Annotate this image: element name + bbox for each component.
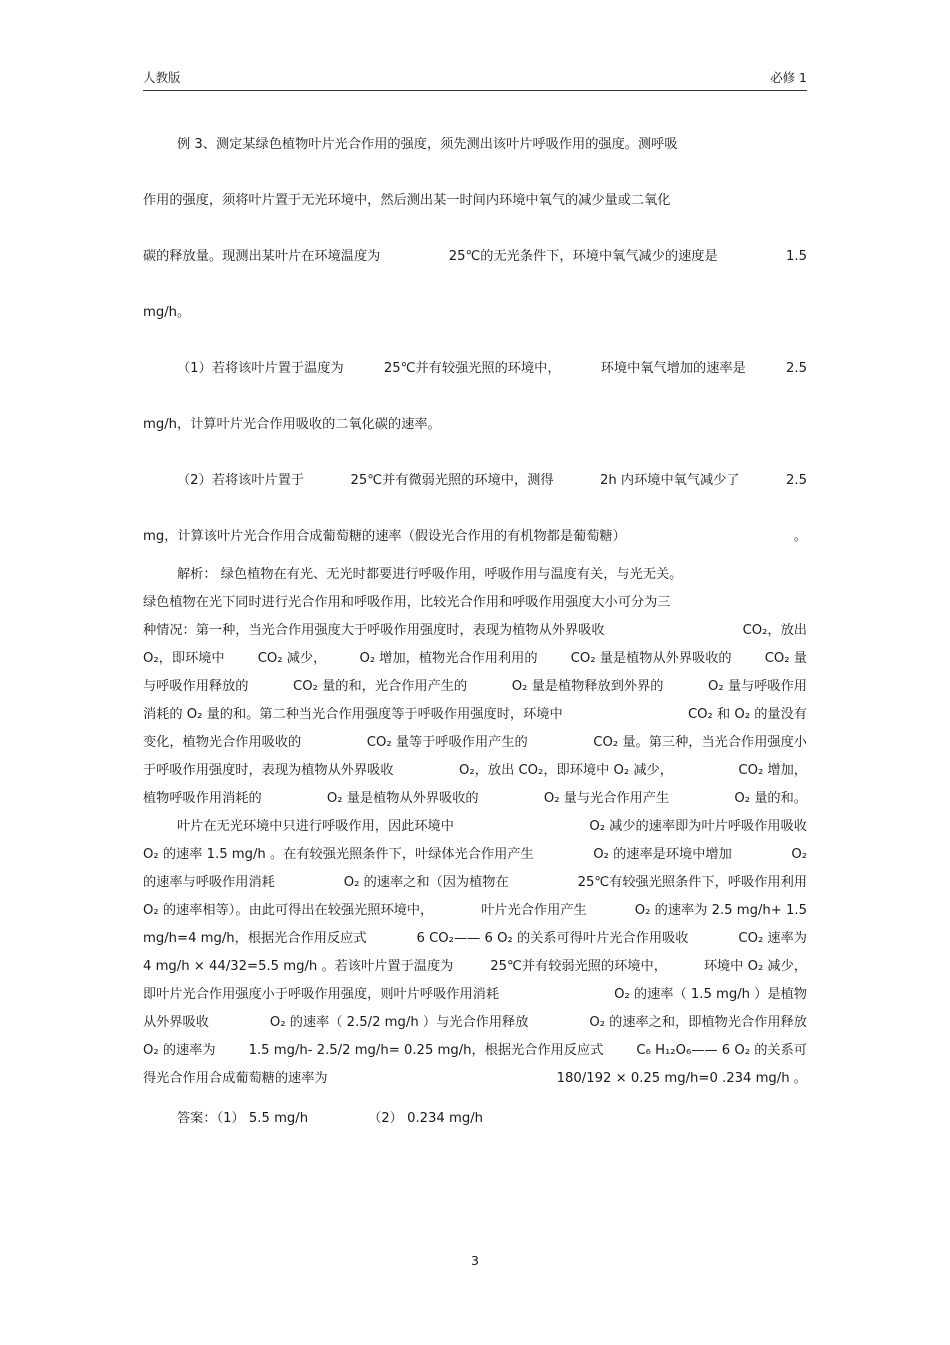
analysis-line	[143, 874, 807, 892]
analysis-line-segment-3: O₂ 的速率为 2.5 mg/h+ 1.5	[634, 903, 807, 918]
analysis-line-segment-1: 的速率与呼吸作用消耗	[143, 875, 275, 890]
analysis-line-segment-1: 解析： 绿色植物在有光、无光时都要进行呼吸作用，呼吸作用与温度有关，与光无关。	[177, 567, 683, 582]
problem-stem-line	[143, 192, 807, 210]
analysis-line-segment-1: O₂，即环境中	[143, 651, 225, 666]
page-number: 3	[471, 1253, 479, 1268]
question-2-line-segment-2: 。	[793, 529, 807, 544]
analysis-line	[143, 986, 807, 1004]
header-volume: 必修 1	[770, 70, 807, 85]
problem-stem-line-segment-1: mg/h。	[143, 305, 191, 320]
problem-stem-line-segment-1: 碳的释放量。现测出某叶片在环境温度为	[143, 249, 381, 264]
problem-stem-line-segment-2: 25℃的无光条件下，环境中氧气减少的速度是	[448, 249, 718, 264]
question-1-line-segment-3: 环境中氧气增加的速率是	[600, 361, 746, 376]
analysis-line-segment-1: 绿色植物在光下同时进行光合作用和呼吸作用，比较光合作用和呼吸作用强度大小可分为三	[143, 595, 671, 610]
question-2-line-segment-3: 2h 内环境中氧气减少了	[599, 473, 740, 488]
analysis-line	[143, 1070, 807, 1088]
analysis-line-segment-1: 于呼吸作用强度时，表现为植物从外界吸收	[143, 763, 394, 778]
question-2-line-segment-2: 25℃并有微弱光照的环境中，测得	[350, 473, 554, 488]
analysis-line-segment-2: O₂，放出 CO₂，即环境中 O₂ 减少，	[459, 763, 673, 778]
analysis-line-segment-1: mg/h=4 mg/h，根据光合作用反应式	[143, 931, 367, 946]
problem-stem-line	[143, 248, 807, 266]
analysis-line	[143, 1042, 807, 1060]
analysis-line-segment-2: 1.5 mg/h- 2.5/2 mg/h= 0.25 mg/h，根据光合作用反应式	[248, 1043, 604, 1058]
analysis-line-segment-3: O₂ 的速率之和，即植物光合作用释放	[589, 1015, 807, 1030]
analysis-line-segment-2: 25℃并有较弱光照的环境中，	[490, 959, 667, 974]
analysis-line	[143, 678, 807, 696]
analysis-line-segment-2: O₂ 量是植物从外界吸收的	[326, 791, 479, 806]
analysis-line-segment-3: 25℃有较强光照条件下，呼吸作用利用	[577, 875, 807, 890]
analysis-line-segment-3: CO₂ 增加，	[738, 763, 807, 778]
analysis-line-segment-4: O₂ 量的和。	[734, 791, 807, 806]
answer-line-segment-1: 答案：（1） 5.5 mg/h	[177, 1111, 309, 1126]
analysis-line	[143, 622, 807, 640]
analysis-line-segment-3: O₂ 量是植物释放到外界的	[511, 679, 664, 694]
question-2-line	[143, 528, 807, 546]
analysis-line	[143, 902, 807, 920]
analysis-line-segment-1: O₂ 的速率为	[143, 1043, 216, 1058]
analysis-line-segment-1: 叶片在无光环境中只进行呼吸作用，因此环境中	[177, 819, 454, 834]
analysis-line-segment-1: 即叶片光合作用强度小于呼吸作用强度，则叶片呼吸作用消耗	[143, 987, 500, 1002]
analysis-line-segment-2: CO₂ 和 O₂ 的量没有	[687, 707, 807, 722]
answer-line-segment-2: （2） 0.234 mg/h	[368, 1111, 484, 1126]
analysis-line-segment-3: 环境中 O₂ 减少，	[703, 959, 807, 974]
problem-stem-line	[143, 136, 807, 154]
analysis-line-segment-1: 4 mg/h × 44/32=5.5 mg/h 。若该叶片置于温度为	[143, 959, 454, 974]
analysis-line	[143, 706, 807, 724]
header-divider	[143, 90, 807, 91]
analysis-line-segment-3: CO₂ 量。第三种，当光合作用强度小	[593, 735, 807, 750]
analysis-line-segment-1: 从外界吸收	[143, 1015, 209, 1030]
question-1-line-segment-2: 25℃并有较强光照的环境中，	[383, 361, 561, 376]
analysis-line-segment-2: O₂ 的速率（ 2.5/2 mg/h ）与光合作用释放	[269, 1015, 529, 1030]
analysis-line-segment-2: 6 CO₂—— 6 O₂ 的关系可得叶片光合作用吸收	[416, 931, 689, 946]
analysis-line-segment-2: CO₂ 减少，	[257, 651, 327, 666]
analysis-line-segment-2: O₂ 减少的速率即为叶片呼吸作用吸收	[589, 819, 807, 834]
analysis-line-segment-1: 与呼吸作用释放的	[143, 679, 249, 694]
question-1-line-segment-1: mg/h，计算叶片光合作用吸收的二氧化碳的速率。	[143, 417, 441, 432]
analysis-line	[143, 650, 807, 668]
question-1-line	[143, 360, 807, 378]
question-2-line-segment-1: mg，计算该叶片光合作用合成葡萄糖的速率（假设光合作用的有机物都是葡萄糖）	[143, 529, 626, 544]
analysis-line-segment-2: CO₂ 量的和，光合作用产生的	[293, 679, 468, 694]
analysis-line-segment-3: O₂ 量与光合作用产生	[543, 791, 670, 806]
analysis-line-segment-3: O₂ 增加，植物光合作用利用的	[359, 651, 538, 666]
header-edition: 人教版	[143, 70, 181, 85]
analysis-line	[143, 790, 807, 808]
analysis-line	[143, 594, 807, 612]
question-2-line	[143, 472, 807, 490]
analysis-line-segment-4: O₂ 量与呼吸作用	[708, 679, 807, 694]
analysis-line	[143, 958, 807, 976]
analysis-line	[143, 930, 807, 948]
analysis-line-segment-2: 180/192 × 0.25 mg/h=0 .234 mg/h 。	[556, 1071, 807, 1086]
analysis-line-segment-2: O₂ 的速率是环境中增加	[593, 847, 732, 862]
question-2-line-segment-4: 2.5	[786, 473, 807, 488]
problem-stem-line	[143, 304, 807, 322]
analysis-line-segment-1: O₂ 的速率相等）。由此可得出在较强光照环境中，	[143, 903, 434, 918]
question-2-line-segment-1: （2）若将该叶片置于	[177, 473, 305, 488]
analysis-line-segment-3: O₂	[791, 847, 807, 862]
analysis-line-segment-1: 变化，植物光合作用吸收的	[143, 735, 302, 750]
analysis-line	[143, 566, 807, 584]
analysis-line-segment-2: O₂ 的速率（ 1.5 mg/h ）是植物	[614, 987, 807, 1002]
analysis-line-segment-1: 种情况：第一种，当光合作用强度大于呼吸作用强度时，表现为植物从外界吸收	[143, 623, 605, 638]
analysis-line-segment-5: CO₂ 量	[764, 651, 807, 666]
problem-stem-line-segment-1: 作用的强度，须将叶片置于无光环境中，然后测出某一时间内环境中氧气的减少量或二氧化	[143, 193, 671, 208]
analysis-line-segment-1: 得光合作用合成葡萄糖的速率为	[143, 1071, 328, 1086]
analysis-line-segment-2: CO₂，放出	[742, 623, 807, 638]
analysis-line-segment-1: 消耗的 O₂ 量的和。第二种当光合作用强度等于呼吸作用强度时，环境中	[143, 707, 563, 722]
question-1-line-segment-1: （1）若将该叶片置于温度为	[177, 361, 344, 376]
analysis-line	[143, 762, 807, 780]
analysis-line-segment-1: 植物呼吸作用消耗的	[143, 791, 262, 806]
analysis-line-segment-2: CO₂ 量等于呼吸作用产生的	[366, 735, 528, 750]
problem-stem-line-segment-1: 例 3、测定某绿色植物叶片光合作用的强度，须先测出该叶片呼吸作用的强度。测呼吸	[177, 137, 678, 152]
analysis-line	[143, 818, 807, 836]
analysis-line	[143, 846, 807, 864]
question-1-line-segment-4: 2.5	[786, 361, 807, 376]
analysis-line-segment-3: C₆ H₁₂O₆—— 6 O₂ 的关系可	[636, 1043, 807, 1058]
answer-line	[143, 1110, 807, 1128]
problem-stem-line-segment-3: 1.5	[786, 249, 807, 264]
analysis-line	[143, 734, 807, 752]
analysis-line	[143, 1014, 807, 1032]
analysis-line-segment-4: CO₂ 量是植物从外界吸收的	[570, 651, 732, 666]
analysis-line-segment-1: O₂ 的速率 1.5 mg/h 。在有较强光照条件下，叶绿体光合作用产生	[143, 847, 534, 862]
question-1-line	[143, 416, 807, 434]
analysis-line-segment-2: 叶片光合作用产生	[481, 903, 587, 918]
analysis-line-segment-2: O₂ 的速率之和（因为植物在	[343, 875, 509, 890]
analysis-line-segment-3: CO₂ 速率为	[738, 931, 807, 946]
